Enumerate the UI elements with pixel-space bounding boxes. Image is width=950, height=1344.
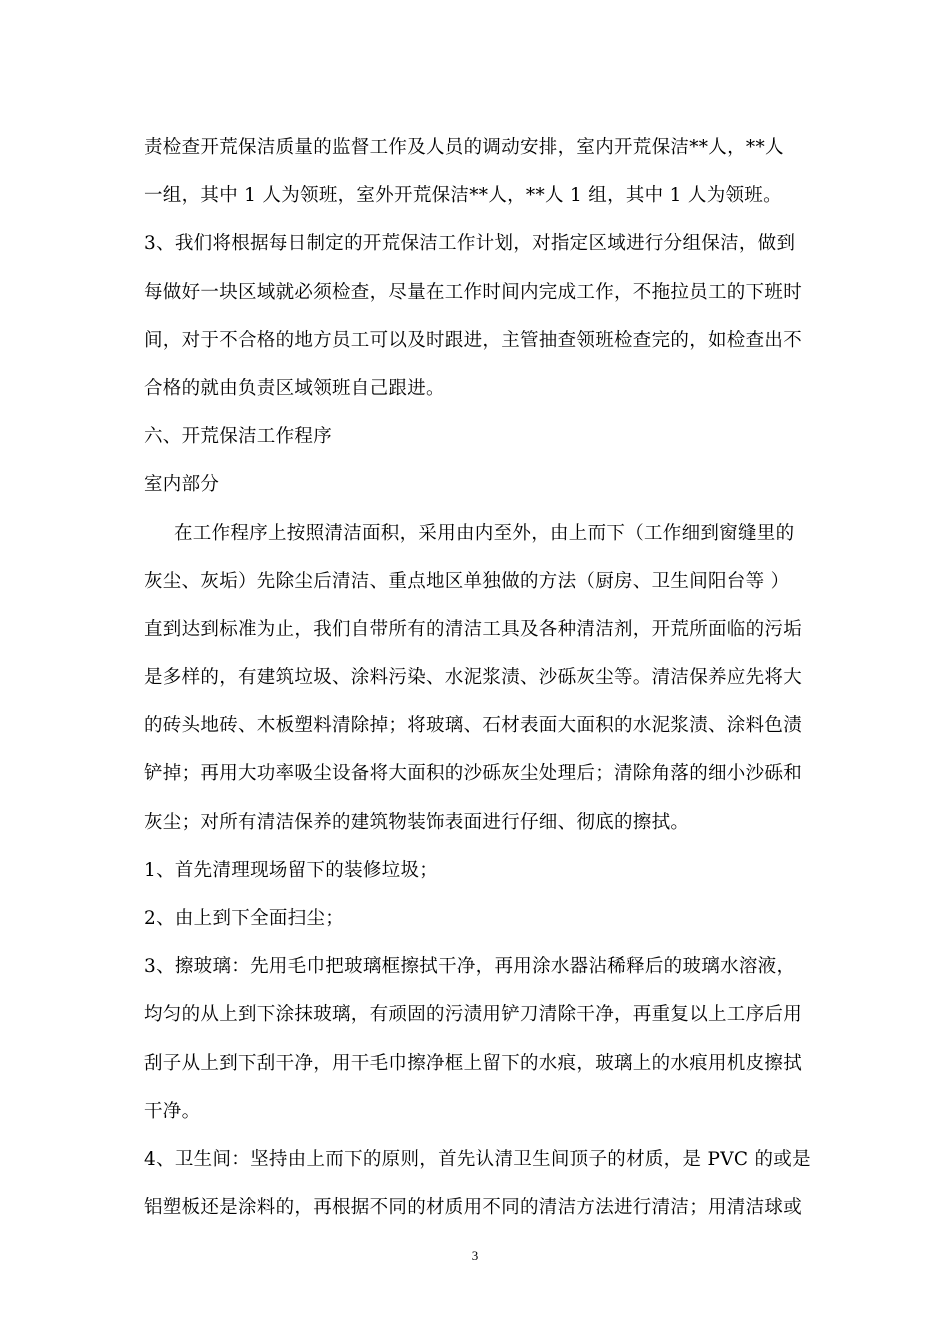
list-item: 4、卫生间：坚持由上而下的原则，首先认清卫生间顶子的材质，是 PVC 的或是 <box>144 1148 811 1170</box>
list-item: 3、擦玻璃：先用毛巾把玻璃框擦拭干净，再用涂水器沾稀释后的玻璃水溶液， <box>144 956 796 978</box>
document-body <box>144 124 811 1232</box>
text-line: 铲掉；再用大功率吸尘设备将大面积的沙砾灰尘处理后；清除角落的细小沙砾和 <box>144 763 803 785</box>
text-line: 合格的就由负责区域领班自己跟进。 <box>144 377 445 399</box>
text-line: 3、我们将根据每日制定的开荒保洁工作计划，对指定区域进行分组保洁，做到 <box>144 233 796 255</box>
section-heading: 六、开荒保洁工作程序 <box>144 426 333 448</box>
list-item: 2、由上到下全面扫尘； <box>144 908 345 929</box>
page-number: 3 <box>471 1248 479 1263</box>
text-line: 直到达到标准为止，我们自带所有的清洁工具及各种清洁剂，开荒所面临的污垢 <box>144 618 803 640</box>
text-line: 铝塑板还是涂料的，再根据不同的材质用不同的清洁方法进行清洁；用清洁球或 <box>144 1197 803 1219</box>
text-line: 的砖头地砖、木板塑料清除掉；将玻璃、石材表面大面积的水泥浆渍、涂料色渍 <box>144 715 803 737</box>
text-line: 干净。 <box>144 1100 201 1122</box>
text-line: 间，对于不合格的地方员工可以及时跟进，主管抽查领班检查完的，如检查出不 <box>144 329 803 351</box>
text-line: 在工作程序上按照清洁面积，采用由内至外，由上而下（工作细到窗缝里的 <box>174 522 795 544</box>
text-line: 灰尘；对所有清洁保养的建筑物装饰表面进行仔细、彻底的擦拭。 <box>144 811 690 833</box>
subsection-heading: 室内部分 <box>144 474 220 496</box>
list-item: 1、首先清理现场留下的装修垃圾； <box>144 859 439 881</box>
text-line: 刮子从上到下刮干净，用干毛巾擦净框上留下的水痕，玻璃上的水痕用机皮擦拭 <box>144 1052 803 1074</box>
text-line: 灰尘、灰垢）先除尘后清洁、重点地区单独做的方法（厨房、卫生间阳台等 ） <box>144 570 790 592</box>
text-line: 一组，其中 1 人为领班，室外开荒保洁**人，**人 1 组，其中 1 人为领班。 <box>144 185 782 207</box>
text-line: 每做好一块区域就必须检查，尽量在工作时间内完成工作，不拖拉员工的下班时 <box>144 281 803 303</box>
text-line: 是多样的，有建筑垃圾、涂料污染、水泥浆渍、沙砾灰尘等。清洁保养应先将大 <box>144 667 803 689</box>
text-line: 责检查开荒保洁质量的监督工作及人员的调动安排，室内开荒保洁**人，**人 <box>144 137 784 158</box>
text-line: 均匀的从上到下涂抹玻璃，有顽固的污渍用铲刀清除干净，再重复以上工序后用 <box>144 1004 803 1026</box>
